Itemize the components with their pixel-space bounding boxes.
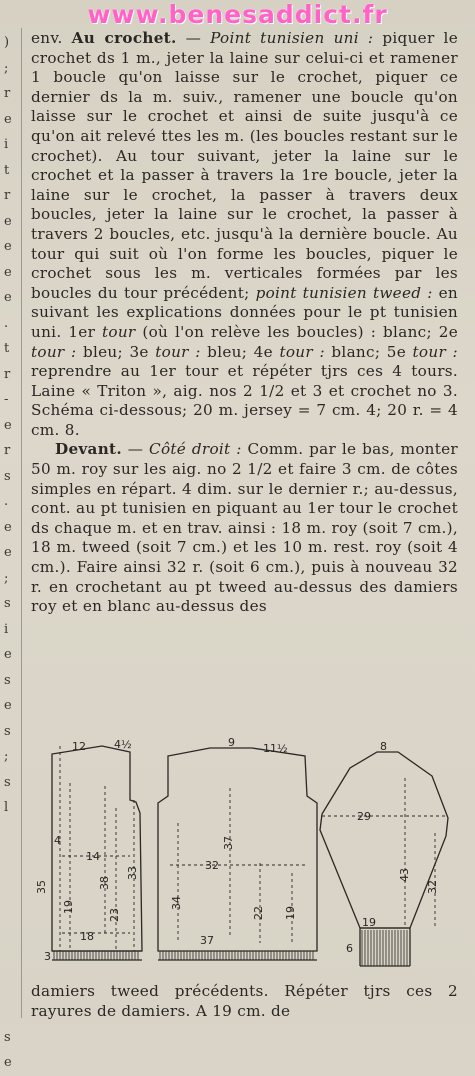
pattern-text	[31, 29, 458, 617]
left-margin-column	[4, 30, 16, 1076]
front-h38-label: 38	[98, 876, 111, 890]
margin-char: ;	[4, 749, 9, 764]
back-shoulder-label: 11½	[263, 742, 288, 755]
front-ribbing	[52, 951, 142, 960]
watermark: www.benesaddict.fr	[87, 0, 388, 29]
margin-char: e	[4, 417, 12, 433]
margin-char: t	[4, 341, 10, 356]
margin-char: e	[4, 545, 12, 560]
back-h22-label: 22	[252, 906, 265, 920]
margin-char	[4, 821, 16, 847]
margin-char	[4, 948, 16, 974]
back-h37-label: 37	[222, 836, 235, 850]
margin-char: r	[4, 188, 11, 203]
margin-char: e	[4, 264, 12, 280]
front-h23-label: 23	[108, 908, 121, 922]
schema-diagrams	[30, 738, 460, 968]
margin-char: -	[4, 392, 9, 407]
front-arm-label: 4	[54, 834, 61, 847]
sleeve-cuff-label: 6	[346, 942, 353, 955]
margin-char: e	[4, 290, 12, 305]
schema-svg	[30, 738, 460, 968]
sleeve-h32-label: 32	[426, 880, 439, 894]
margin-char: e	[4, 1055, 12, 1070]
sleeve-top-label: 8	[380, 740, 387, 753]
margin-char: t	[4, 162, 10, 178]
front-width-label: 14	[86, 850, 100, 863]
margin-char: e	[4, 239, 12, 254]
margin-char: s	[4, 596, 11, 611]
margin-char: )	[4, 35, 10, 50]
stitch-name-tweed: point tunisien tweed :	[255, 283, 433, 302]
sleeve-cuff	[360, 928, 410, 966]
front-shoulder-label: 4½	[114, 738, 132, 751]
section-title-devant: Devant.	[55, 440, 122, 459]
margin-char: l	[4, 800, 9, 815]
back-h34-label: 34	[170, 896, 183, 910]
back-neck-label: 9	[228, 738, 235, 749]
sleeve-bottom-label: 19	[362, 916, 376, 929]
front-top-label: 12	[72, 740, 86, 753]
margin-char: s	[4, 672, 11, 688]
paragraph-crochet: env. Au crochet. — Point tunisien uni : piquer le crochet ds 1 m., jeter la laine sur celui-ci et ramener 1 boucle qu'on laisse sur le crochet, piquer ce dernier ds la m. suiv., ramener une boucle qu'on laisse sur le crochet et ainsi de suite jusqu'à ce qu'on ait relevé ttes les m. (les boucles restant sur le crochet). Au tour suivant, jeter la laine sur le crochet et la passer à travers la 1re boucle, jeter la laine sur le crochet, la passer à travers deux boucles, jeter la laine sur le crochet, la passer à travers 2 boucles, etc. jusqu'à la dernière boucle. Au tour qui suit où l'on forme les boucles, piquer le crochet sous les m. verticales formées par les boucles du tour précédent; point tunisien tweed : en suivant les explications données pour le pt tunisien uni. 1er tour (où l'on relève les boucles) : blanc; 2e tour : bleu; 3e tour : bleu; 4e tour : blanc; 5e tour : reprendre au 1er tour et répéter tjrs ces 4 tours. Laine « Triton », aig. nos 2 1/2 et 3 et crochet no 3. Schéma ci-dessous; 20 m. jersey = 7 cm. 4; 20 r. = 4 cm. 8.	[31, 29, 458, 439]
margin-char: e	[4, 698, 12, 713]
margin-char	[4, 897, 16, 923]
margin-char: ;	[4, 570, 9, 586]
back-h19-label: 19	[284, 906, 297, 920]
margin-char: s	[4, 774, 11, 790]
front-rib-label: 3	[44, 950, 51, 963]
margin-char: ;	[4, 60, 9, 76]
margin-char: e	[4, 213, 12, 229]
sleeve-outline	[320, 752, 448, 928]
margin-char	[4, 974, 16, 1000]
back-bottom-label: 37	[200, 934, 214, 947]
margin-char	[4, 923, 16, 949]
margin-char: r	[4, 443, 11, 458]
sleeve-width-label: 29	[357, 810, 371, 823]
margin-char: i	[4, 621, 9, 637]
margin-char: s	[4, 1029, 11, 1045]
margin-char: s	[4, 723, 11, 739]
margin-char: r	[4, 366, 11, 382]
margin-char: .	[4, 315, 9, 331]
front-bottom-label: 18	[80, 930, 94, 943]
paragraph-devant: Devant. — Côté droit : Comm. par le bas, monter 50 m. roy sur les aig. no 2 1/2 et faire 3 cm. de côtes simples en répart. 4 dim. sur le dernier r.; au-dessus, cont. au pt tunisien en piquant au 1er tour le crochet ds chaque m. et en trav. ainsi : 18 m. roy (soit 7 cm.), 18 m. tweed (soit 7 cm.) et les 10 m. rest. roy (soit 4 cm.). Faire ainsi 32 r. (soit 6 cm.), puis à nouveau 32 r. en crochetant au pt tweed au-dessus des damiers roy et en blanc au-dessus des	[31, 440, 458, 616]
front-h19-label: 19	[62, 900, 75, 914]
margin-char: s	[4, 468, 11, 484]
margin-char: .	[4, 494, 9, 509]
margin-char	[4, 999, 16, 1025]
column-divider	[21, 28, 22, 1018]
stitch-name: Point tunisien uni :	[210, 29, 374, 47]
side-label: Côté droit :	[149, 440, 242, 459]
sleeve-h43-label: 43	[398, 868, 411, 882]
front-height-label: 35	[35, 880, 48, 894]
margin-char: e	[4, 519, 12, 535]
margin-char: r	[4, 86, 11, 101]
margin-char: i	[4, 137, 9, 152]
margin-char: e	[4, 647, 12, 662]
front-outline	[52, 746, 142, 951]
section-title-crochet: Au crochet.	[71, 29, 177, 47]
margin-char	[4, 846, 16, 872]
back-width-label: 32	[205, 859, 219, 872]
margin-char	[4, 872, 16, 898]
front-side-label: 33	[126, 866, 139, 880]
margin-char: e	[4, 111, 12, 127]
continued-text: damiers tweed précédents. Répéter tjrs ces 2 rayures de damiers. A 19 cm. de	[31, 982, 458, 1020]
